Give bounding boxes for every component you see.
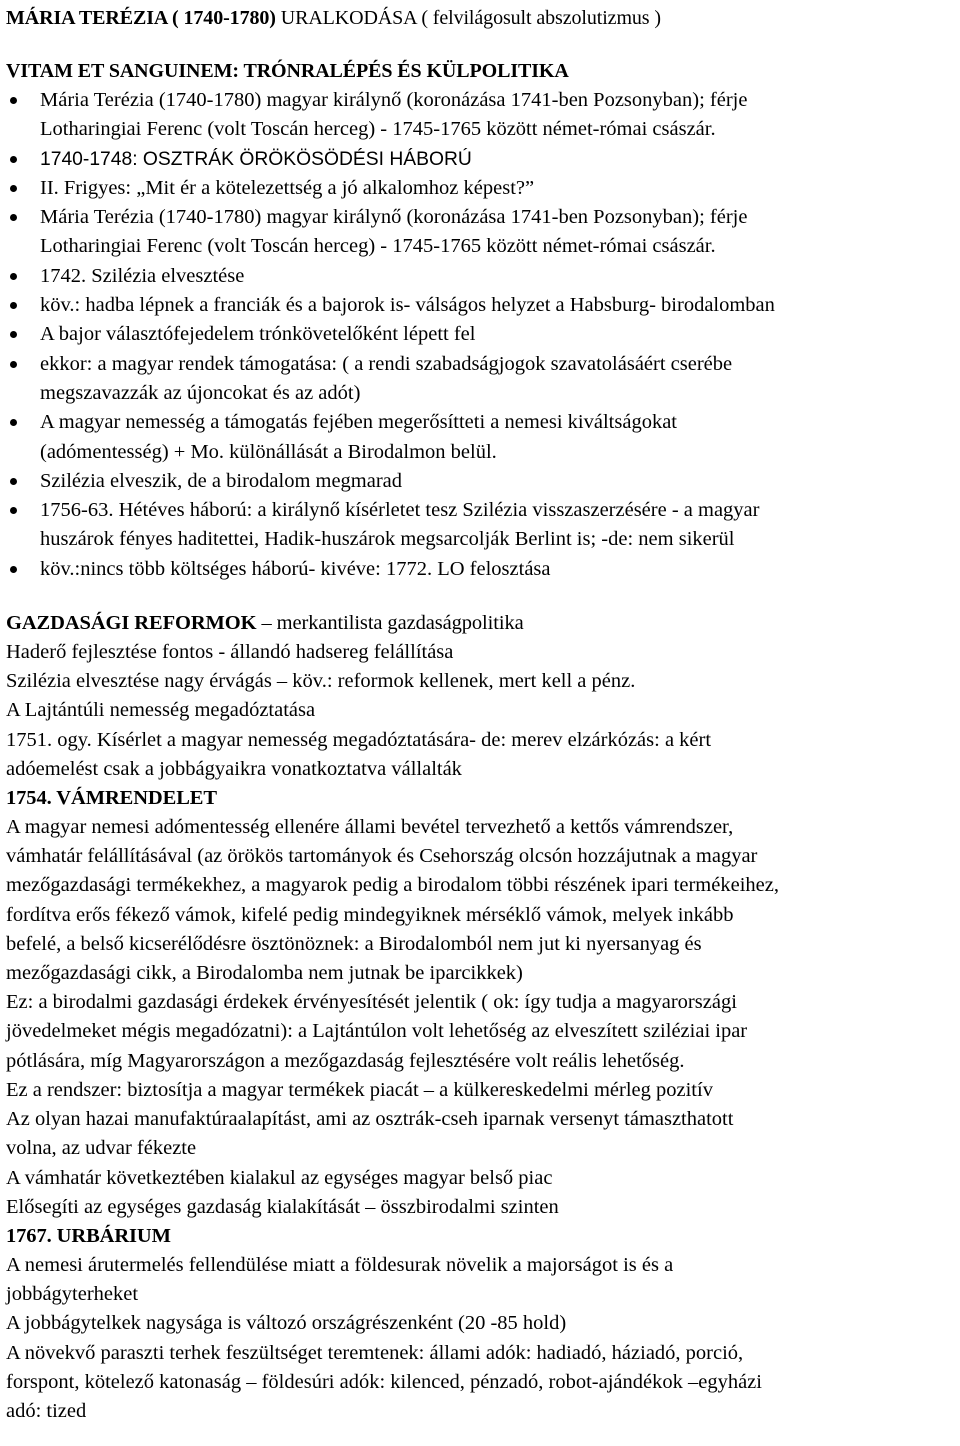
section-heading-economy-rest: – merkantilista gazdaságpolitika — [256, 612, 524, 635]
paragraph-line: Haderő fejlesztése fontos - állandó hadsereg felállítása — [6, 641, 454, 664]
paragraph-line: Az olyan hazai manufaktúraalapítást, ami az osztrák-cseh iparnak versenyt támaszthatott — [6, 1108, 734, 1131]
economy-paragraph — [6, 638, 954, 784]
spacer — [6, 584, 954, 609]
urbar-heading-year: 1767. — [6, 1224, 57, 1247]
bullet-line: Lotharingiai Ferenc (volt Toscán herceg) - 1745-1765 között német-római császár. — [40, 118, 716, 141]
paragraph-line: A vámhatár következtében kialakul az egységes magyar belső piac — [6, 1166, 553, 1189]
customs-heading-year: 1754. — [6, 787, 57, 810]
paragraph-line: Elősegíti az egységes gazdaság kialakítását – összbirodalmi szinten — [6, 1195, 559, 1218]
bullet-line: köv.:nincs több költséges háború- kivéve: 1772. LO felosztása — [40, 557, 551, 580]
bullet-line: 1740-1748: OSZTRÁK ÖRÖKÖSÖDÉSI HÁBORÚ — [40, 148, 472, 170]
politics-bullet-list — [6, 86, 954, 584]
paragraph-line: vámhatár felállításával (az örökös tartományok és Csehország olcsón hozzájutnak a magyar — [6, 845, 758, 868]
paragraph-line: pótlására, míg Magyarországon a mezőgazdaság fejlesztésére volt reális lehetőség. — [6, 1049, 685, 1072]
title-rest: URALKODÁSA ( felvilágosult abszolutizmus ) — [275, 7, 661, 29]
bullet-item — [6, 145, 954, 174]
document-title — [6, 4, 954, 33]
title-bold: MÁRIA TERÉZIA ( 1740-1780) — [6, 7, 276, 29]
spacer — [6, 33, 954, 57]
bullet-line: A magyar nemesség a támogatás fejében megerősítteti a nemesi kiváltságokat — [40, 411, 677, 434]
bullet-line: 1756-63. Hétéves háború: a királynő kísérletet tesz Szilézia visszaszerzésére - a magyar — [40, 499, 760, 522]
paragraph-line: befelé, a belső kicserélődésre ösztönöznek: a Birodalomból nem jut ki nyersanyag és — [6, 932, 702, 955]
bullet-line: ekkor: a magyar rendek támogatása: ( a rendi szabadságjogok szavatolásáért cserébe — [40, 352, 733, 375]
paragraph-line: jobbágyterheket — [6, 1283, 139, 1306]
bullet-line: A bajor választófejedelem trónkövetelőként lépett fel — [40, 323, 476, 346]
paragraph-line: Ez a rendszer: biztosítja a magyar termékek piacát – a külkereskedelmi mérleg pozitív — [6, 1078, 713, 1101]
customs-paragraph — [6, 813, 954, 1222]
urbar-paragraph — [6, 1251, 954, 1426]
bullet-line: (adómentesség) + Mo. különállását a Birodalmon belül. — [40, 440, 497, 463]
paragraph-line: A nemesi árutermelés fellendülése miatt a földesurak növelik a majorságot is és a — [6, 1253, 674, 1276]
bullet-item — [6, 467, 954, 496]
paragraph-line: 1751. ogy. Kísérlet a magyar nemesség megadóztatására- de: merev elzárkózás: a kért — [6, 728, 712, 751]
bullet-item — [6, 350, 954, 409]
paragraph-line: mezőgazdasági termékekhez, a magyarok pedig a birodalom többi részének ipari termékeihez, — [6, 874, 779, 897]
paragraph-line: fordítva erős fékező vámok, kifelé pedig mindegyiknek mérséklő vámok, melyek inkább — [6, 903, 734, 926]
paragraph-line: volna, az udvar fékezte — [6, 1137, 197, 1160]
bullet-line: II. Frigyes: „Mit ér a kötelezettség a jó alkalomhoz képest?” — [40, 176, 535, 199]
section-heading-economy — [6, 609, 954, 638]
bullet-item — [6, 203, 954, 262]
bullet-line: Mária Terézia (1740-1780) magyar királynő (koronázása 1741-ben Pozsonyban); férje — [40, 206, 748, 229]
urbar-heading — [6, 1222, 954, 1251]
bullet-line: 1742. Szilézia elvesztése — [40, 264, 245, 287]
bullet-item — [6, 555, 954, 584]
section-heading-politics-text: VITAM ET SANGUINEM: TRÓNRALÉPÉS ÉS KÜLPOLITIKA — [6, 60, 569, 82]
bullet-item — [6, 174, 954, 203]
section-heading-economy-text: GAZDASÁGI REFORMOK — [6, 612, 257, 635]
customs-heading — [6, 784, 954, 813]
paragraph-line: jövedelmeket mégis megadózatni): a Lajtántúlon volt lehetőség az elveszített sziléziai ipar — [6, 1020, 748, 1043]
paragraph-line: Ez: a birodalmi gazdasági érdekek érvényesítését jelentik ( ok: így tudja a magyarországi — [6, 991, 737, 1014]
bullet-item — [6, 262, 954, 291]
bullet-item — [6, 496, 954, 555]
customs-heading-text: VÁMRENDELET — [56, 787, 217, 810]
paragraph-line: forspont, kötelező katonaság – földesúri adók: kilenced, pénzadó, robot-ajándékok –egyházi — [6, 1370, 762, 1393]
paragraph-line: adó: tized — [6, 1399, 87, 1422]
section-heading-politics — [6, 57, 954, 86]
paragraph-line: A Lajtántúli nemesség megadóztatása — [6, 699, 316, 722]
paragraph-line: adóemelést csak a jobbágyaikra vonatkoztatva vállalták — [6, 757, 462, 780]
paragraph-line: A magyar nemesi adómentesség ellenére állami bevétel tervezhető a kettős vámrendszer, — [6, 816, 734, 839]
bullet-line: megszavazzák az újoncokat és az adót) — [40, 381, 361, 404]
bullet-line: köv.: hadba lépnek a franciák és a bajorok is- válságos helyzet a Habsburg- birodalomban — [40, 294, 775, 317]
urbar-heading-text: URBÁRIUM — [56, 1224, 171, 1247]
bullet-item — [6, 320, 954, 349]
bullet-item — [6, 291, 954, 320]
bullet-item — [6, 408, 954, 467]
bullet-line: Lotharingiai Ferenc (volt Toscán herceg) - 1745-1765 között német-római császár. — [40, 235, 716, 258]
paragraph-line: Szilézia elvesztése nagy érvágás – köv.: reformok kellenek, mert kell a pénz. — [6, 670, 636, 693]
paragraph-line: mezőgazdasági cikk, a Birodalomba nem jutnak be iparcikkek) — [6, 962, 523, 985]
bullet-item — [6, 86, 954, 145]
bullet-line: Mária Terézia (1740-1780) magyar királynő (koronázása 1741-ben Pozsonyban); férje — [40, 89, 748, 111]
paragraph-line: A növekvő paraszti terhek feszültséget teremtenek: állami adók: hadiadó, háziadó, porció, — [6, 1341, 744, 1364]
bullet-line: huszárok fényes haditettei, Hadik-huszárok megsarcolják Berlint is; -de: nem sikerül — [40, 528, 735, 551]
bullet-line: Szilézia elveszik, de a birodalom megmarad — [40, 469, 403, 492]
paragraph-line: A jobbágytelkek nagysága is változó országrészenként (20 -85 hold) — [6, 1312, 567, 1335]
